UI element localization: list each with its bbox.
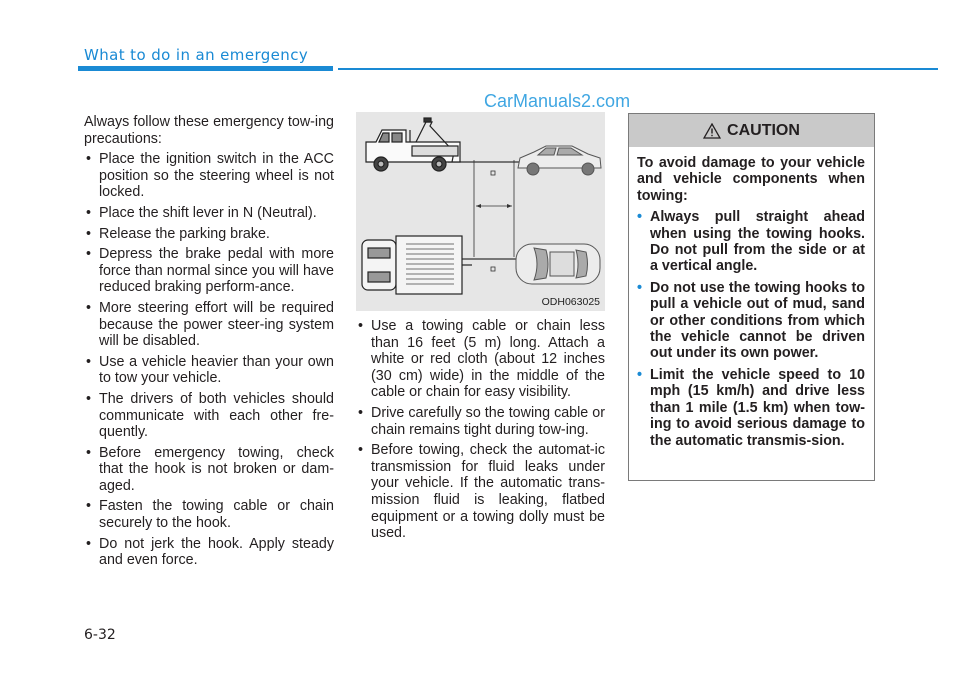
list-item: • Before towing, check the automat-ic transmission for fluid leaks under your vehicle. If the automatic trans-mission fluid is leaking, flatbed equipment or a towing dolly must be used. <box>356 442 605 542</box>
caution-title: CAUTION <box>727 121 800 139</box>
list-item: • Before emergency towing, check that the hook is not broken or dam-aged. <box>84 445 334 495</box>
left-column <box>84 114 334 573</box>
list-item: • The drivers of both vehicles should communicate with each other fre-quently. <box>84 391 334 441</box>
list-item: • Do not use the towing hooks to pull a vehicle out of mud, sand or other conditions from which the vehicle cannot be driven out under its own power. <box>637 280 865 362</box>
list-item: • Always pull straight ahead when using the towing hooks. Do not pull from the side or at a vertical angle. <box>637 209 865 275</box>
list-item: • Depress the brake pedal with more force than normal since you will have reduced braking perform-ance. <box>84 246 334 296</box>
towing-illustration <box>356 112 605 311</box>
list-item: • Use a vehicle heavier than your own to tow your vehicle. <box>84 354 334 387</box>
list-item: • Release the parking brake. <box>84 226 334 243</box>
list-item: • Use a towing cable or chain less than 16 feet (5 m) long. Attach a white or red cloth (about 12 inches (30 cm) wide) in the middle of the cable or chain for easy visibility. <box>356 318 605 401</box>
list-item: • Fasten the towing cable or chain securely to the hook. <box>84 498 334 531</box>
towing-tips-list <box>356 318 605 542</box>
header-rule-thin <box>338 68 938 70</box>
warning-triangle-icon <box>703 123 721 139</box>
list-item: • Place the ignition switch in the ACC position so the steering wheel is not locked. <box>84 151 334 201</box>
caution-header <box>629 114 874 147</box>
caution-intro: To avoid damage to your vehicle and vehicle components when towing: <box>637 155 865 204</box>
figure-code: ODH063025 <box>541 296 600 308</box>
page-number: 6-32 <box>84 627 116 643</box>
watermark[interactable]: CarManuals2.com <box>484 91 631 111</box>
list-item: • Place the shift lever in N (Neutral). <box>84 205 334 222</box>
list-item: • Limit the vehicle speed to 10 mph (15 km/h) and drive less than 1 mile (1.5 km) when tow-ing to avoid serious damage to the automatic transmis-sion. <box>637 367 865 449</box>
list-item: • Drive carefully so the towing cable or chain remains tight during tow-ing. <box>356 405 605 438</box>
caution-list <box>637 209 865 449</box>
middle-column <box>356 318 605 546</box>
list-item: • More steering effort will be required because the power steer-ing system will be disabled. <box>84 300 334 350</box>
towing-diagram-icon <box>356 112 605 311</box>
caution-box <box>628 113 875 481</box>
header-rule-thick <box>78 66 333 71</box>
precautions-list <box>84 151 334 569</box>
precautions-intro: Always follow these emergency tow-ing precautions: <box>84 114 334 147</box>
list-item: • Do not jerk the hook. Apply steady and even force. <box>84 536 334 569</box>
section-title: What to do in an emergency <box>84 46 309 64</box>
caution-body <box>629 147 874 449</box>
